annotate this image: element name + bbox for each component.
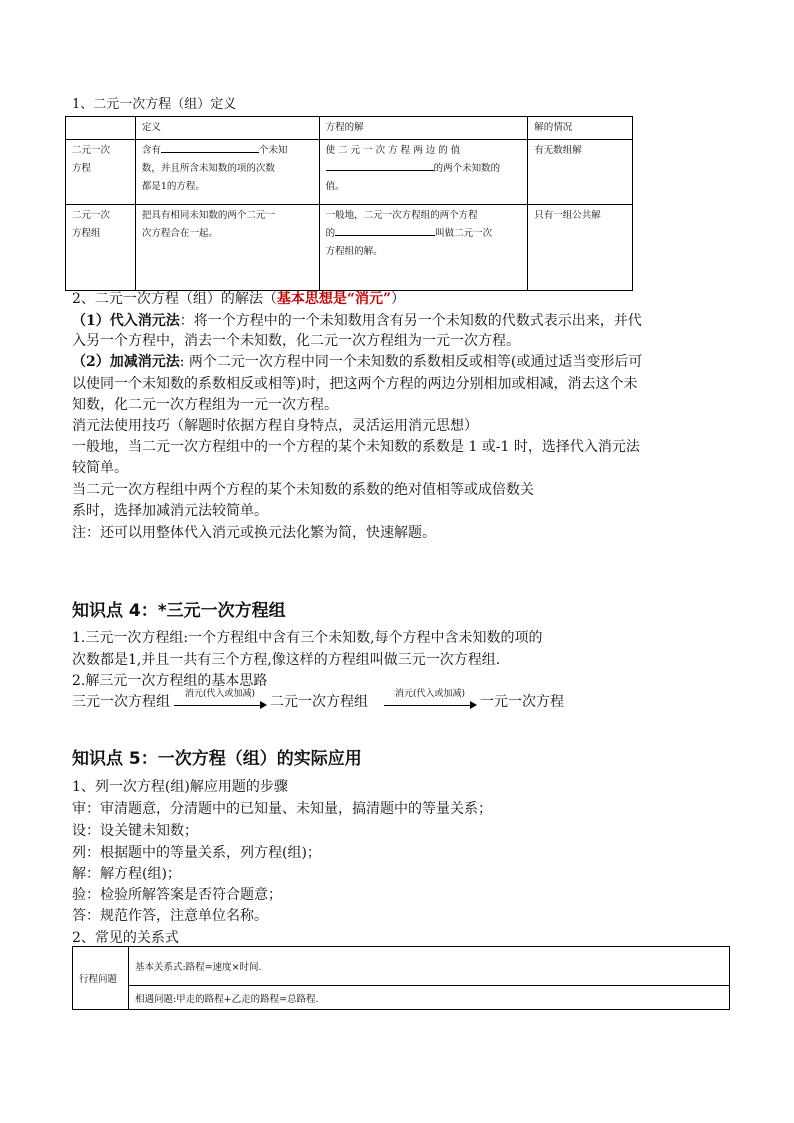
step-item: 审：审清题意，分清题中的已知量、未知量，搞清题中的等量关系；	[72, 801, 492, 817]
right-arrow-icon: 消元(代入或加减)	[172, 693, 268, 711]
kp4-line1: 1.三元一次方程组:一个方程组中含有三个未知数,每个方程中含未知数的项的	[72, 630, 543, 646]
row-case-cell: 有无数组解	[528, 140, 633, 205]
tip-line3: 当二元一次方程组中两个方程的某个未知数的系数的绝对值相等或成倍数关	[72, 482, 534, 498]
kp4-heading: 知识点 4：*三元一次方程组	[72, 601, 286, 621]
definition-table	[65, 116, 633, 291]
step-item: 验：检验所解答案是否符合题意；	[72, 887, 282, 903]
flow-step-one-variable: 一元一次方程	[480, 694, 564, 710]
row-name-cell: 二元一次 方程	[66, 140, 136, 205]
step-item: 列：根据题中的等量关系，列方程(组)；	[72, 845, 321, 861]
section2-heading: 2、二元一次方程（组）的解法（基本思想是“消元”）	[72, 291, 406, 307]
blank-underline	[335, 225, 435, 236]
row-name-cell: 二元一次 方程组	[66, 205, 136, 291]
step-item: 设：设关键未知数；	[72, 823, 198, 839]
flow-step-two-variable: 二元一次方程组	[270, 694, 368, 710]
method2-line1: （2）加减消元法: 两个二元一次方程中同一个未知数的系数相反或相等(或通过适当变形后可	[72, 354, 643, 370]
kp5-heading: 知识点 5：一次方程（组）的实际应用	[72, 749, 362, 769]
step-item: 答：规范作答，注意单位名称。	[72, 908, 268, 924]
flow-step-three-variable: 三元一次方程组	[72, 694, 170, 710]
relation-category-cell: 行程问题	[73, 947, 129, 1010]
method2-label: （2）加减消元法	[72, 354, 180, 370]
tip-line2: 较简单。	[72, 460, 128, 476]
table-row	[66, 205, 633, 291]
relation-meeting-cell: 相遇问题:甲走的路程+乙走的路程=总路程.	[128, 986, 729, 1010]
kp4-line2: 次数都是1,并且一共有三个方程,像这样的方程组叫做三元一次方程组.	[72, 652, 501, 668]
emphasis-text: 基本思想是“消元”	[276, 291, 392, 307]
relation-basic-cell: 基本关系式:路程=速度×时间.	[128, 947, 729, 986]
table-row	[73, 947, 730, 986]
header-cases: 解的情况	[528, 117, 633, 140]
method2-line2: 以使同一个未知数的系数相反或相等)时，把这两个方程的两边分别相加或相减，消去这个未	[72, 376, 638, 392]
table-row	[66, 140, 633, 205]
method1-line2: 入另一个方程中，消去一个未知数，化二元一次方程组为一元一次方程。	[72, 333, 520, 349]
blank-underline	[161, 142, 259, 153]
right-arrow-icon: 消元(代入或加减)	[382, 693, 478, 711]
header-empty-cell	[66, 117, 136, 140]
kp5-line1: 1、列一次方程(组)解应用题的步骤	[72, 779, 288, 795]
table-row	[73, 986, 730, 1010]
method1-line1: （1）代入消元法：将一个方程中的一个未知数用含有另一个未知数的代数式表示出来，并代	[72, 313, 642, 329]
kp5-line2: 2、常见的关系式	[72, 930, 179, 946]
tip-heading: 消元法使用技巧（解题时依据方程自身特点，灵活运用消元思想）	[72, 418, 478, 434]
row-definition-cell: 含有 个未知 数，并且所含未知数的项的次数 都是1的方程。	[135, 140, 319, 205]
section1-heading: 1、二元一次方程（组）定义	[72, 97, 237, 112]
note-line: 注：还可以用整体代入消元或换元法化繁为简，快速解题。	[72, 525, 436, 541]
definition-table-header	[66, 117, 633, 140]
header-definition: 定义	[135, 117, 319, 140]
row-case-cell: 只有一组公共解	[528, 205, 633, 291]
method1-label: （1）代入消元法	[72, 313, 180, 329]
row-solution-cell: 一般地，二元一次方程组的两个方程 的 叫做二元一次 方程组的解。	[319, 205, 528, 291]
row-definition-cell: 把具有相同未知数的两个二元一 次方程合在一起。	[135, 205, 319, 291]
method2-line3: 知数，化二元一次方程组为一元一次方程。	[72, 397, 338, 413]
tip-line4: 系时，选择加减消元法较简单。	[72, 503, 268, 519]
solving-flow	[72, 689, 564, 712]
blank-underline	[326, 160, 434, 171]
kp4-line3: 2.解三元一次方程组的基本思路	[72, 673, 268, 689]
tip-line1: 一般地，当二元一次方程组中的一个方程的某个未知数的系数是 1 或-1 时，选择代入消元法	[72, 439, 640, 455]
step-item: 解：解方程(组)；	[72, 866, 181, 882]
relation-table	[72, 946, 730, 1010]
header-solution: 方程的解	[319, 117, 528, 140]
row-solution-cell: 使 二 元 一 次 方 程 两 边 的 值 的两个未知数的 值。	[319, 140, 528, 205]
